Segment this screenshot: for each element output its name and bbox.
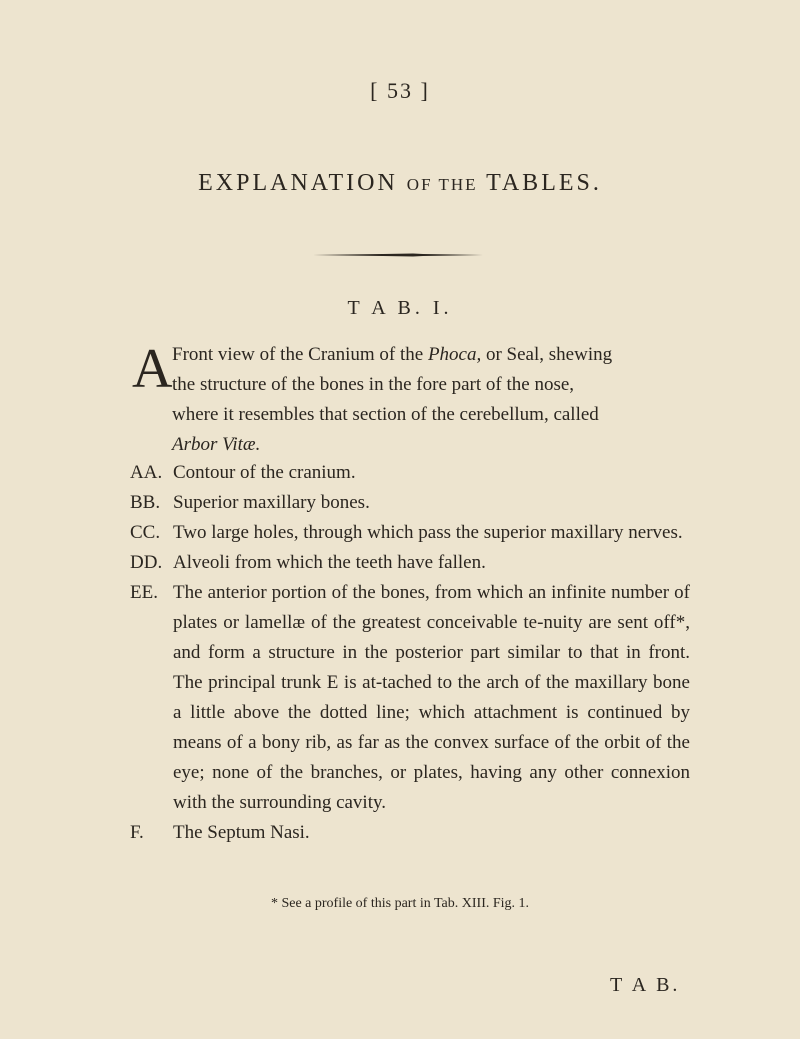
- legend-key: EE.: [130, 582, 158, 603]
- legend-item: [130, 458, 690, 488]
- intro-line-4: [132, 430, 687, 460]
- legend-item: [130, 818, 690, 848]
- legend-text: Superior maxillary bones.: [173, 492, 370, 513]
- title-part-of-the: OF THE: [406, 175, 478, 194]
- catchword: T A B.: [610, 974, 681, 996]
- legend-text: Contour of the cranium.: [173, 462, 356, 483]
- italic-arbor-vitae: Arbor Vitæ.: [172, 434, 261, 455]
- ornamental-rule: [313, 253, 483, 257]
- title-part-tables: TABLES.: [486, 170, 602, 196]
- drop-cap: A: [132, 338, 173, 400]
- page-title: [0, 170, 800, 197]
- legend-list: [130, 458, 690, 848]
- intro-line-3: where it resembles that section of the cerebellum, called: [172, 404, 599, 425]
- intro-line-1: Front view of the Cranium of the Phoca, or Seal, shewing: [172, 344, 613, 365]
- legend-item: [130, 488, 690, 518]
- title-part-explanation: EXPLANATION: [198, 170, 398, 196]
- legend-item: [130, 548, 690, 578]
- legend-text: Two large holes, through which pass the superior maxillary nerves.: [173, 522, 683, 543]
- legend-item: [130, 578, 690, 818]
- legend-key: DD.: [130, 552, 163, 573]
- italic-phoca: Phoca,: [427, 344, 482, 365]
- page-number: [ 53 ]: [370, 78, 430, 103]
- legend-text: The anterior portion of the bones, from which an infinite number of plates or lamellæ of the greatest conceivable te-nuity are sent off*, and form a structure in the posterior part similar to that in front. The principal trunk E is at-tached to the arch of the maxillary bone a little above the dotted line; which attachment is continued by means of a bony rib, as far as the convex surface of the orbit of the eye; none of the branches, or plates, having any other connexion with the surrounding cavity.: [173, 582, 690, 813]
- legend-key: AA.: [130, 462, 163, 483]
- footnote: * See a profile of this part in Tab. XIII. Fig. 1.: [270, 896, 530, 911]
- legend-text: Alveoli from which the teeth have fallen.: [173, 552, 486, 573]
- intro-line-2: the structure of the bones in the fore part of the nose,: [172, 374, 575, 395]
- section-heading: T A B. I.: [347, 297, 453, 319]
- intro-paragraph: [132, 340, 687, 460]
- legend-item: [130, 518, 690, 548]
- legend-key: BB.: [130, 492, 161, 513]
- legend-text: The Septum Nasi.: [173, 822, 310, 843]
- legend-key: CC.: [130, 522, 161, 543]
- legend-key: F.: [130, 822, 144, 843]
